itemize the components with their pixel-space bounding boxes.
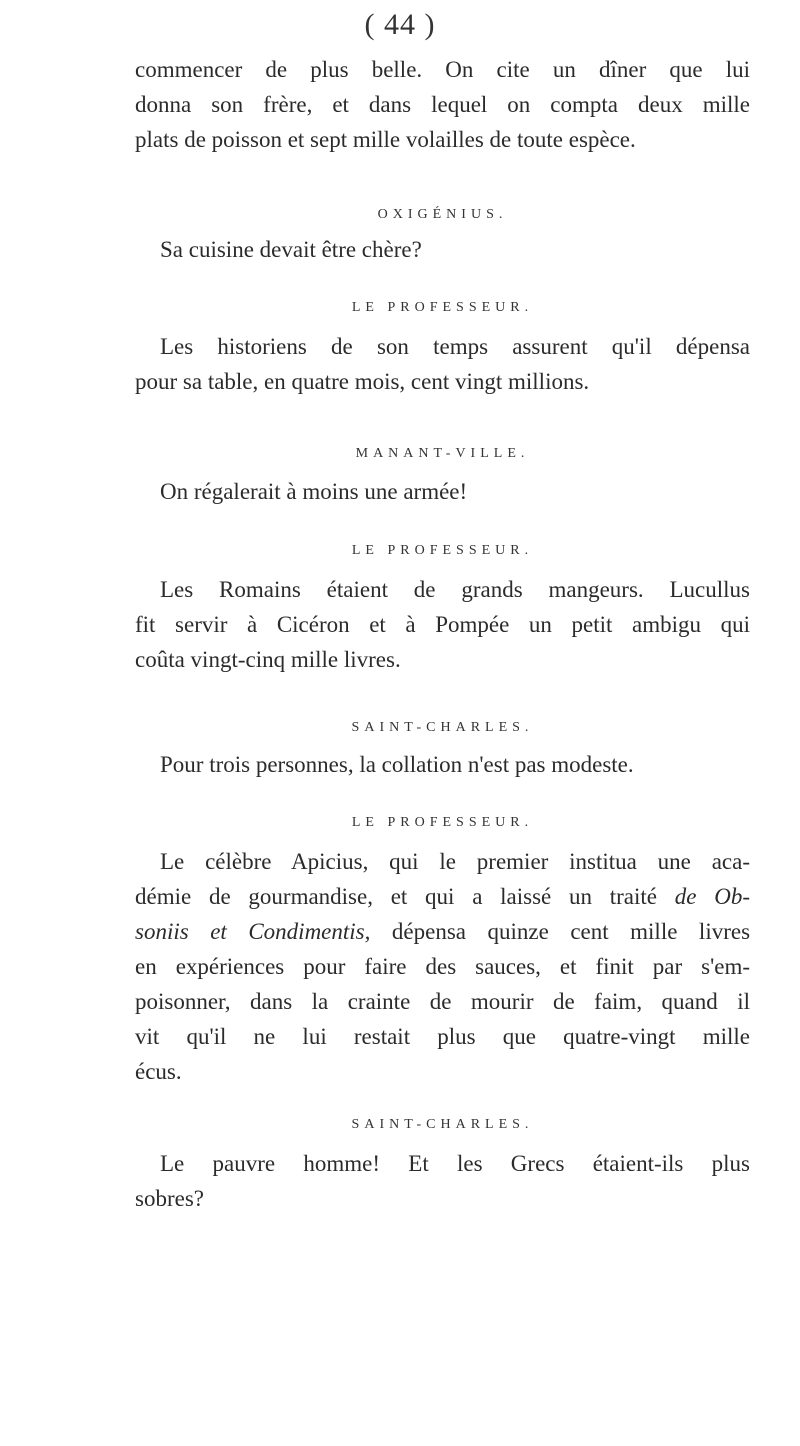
text-line: commencer de plus belle. On cite un dîner que lui: [135, 57, 750, 82]
text-line: poisonner, dans la crainte de mourir de faim, quand il: [135, 989, 750, 1014]
italic-title-fragment: de Ob-: [674, 884, 750, 909]
paragraph: [135, 52, 750, 157]
text-line: en expériences pour faire des sauces, et finit par s'em-: [135, 954, 750, 979]
text-line: Le célèbre Apicius, qui le premier institua une aca-: [160, 849, 750, 874]
speaker-name: SAINT-CHARLES.: [351, 720, 534, 735]
text-line: Le pauvre homme! Et les Grecs étaient-ils plus: [160, 1151, 750, 1176]
paragraph: [135, 232, 750, 267]
text-line: sobres?: [135, 1186, 204, 1211]
speaker-name: LE PROFESSEUR.: [351, 300, 534, 315]
paragraph: [135, 572, 750, 677]
page-number: ( 44 ): [364, 8, 436, 41]
text-line: plats de poisson et sept mille volailles de toute espèce.: [135, 127, 636, 152]
paragraph: [135, 844, 750, 1089]
text-fragment: dépensa quinze cent mille livres: [391, 919, 751, 944]
text-line: Pour trois personnes, la collation n'est pas modeste.: [160, 752, 634, 777]
text-line: [135, 914, 750, 949]
text-line: donna son frère, et dans lequel on compta deux mille: [135, 92, 750, 117]
paragraph: [135, 474, 750, 509]
italic-title-fragment: Condimentis,: [248, 919, 371, 944]
speaker-name: LE PROFESSEUR.: [351, 543, 534, 558]
speaker-name: OXIGÉNIUS.: [377, 207, 508, 222]
paragraph: [135, 329, 750, 399]
text-line: coûta vingt-cinq mille livres.: [135, 647, 401, 672]
text-line: vit qu'il ne lui restait plus que quatre-vingt mille: [135, 1024, 750, 1049]
text-line: Les Romains étaient de grands mangeurs. Lucullus: [160, 577, 750, 602]
speaker-name: LE PROFESSEUR.: [351, 815, 534, 830]
text-line: fit servir à Cicéron et à Pompée un petit ambigu qui: [135, 612, 750, 637]
italic-title-fragment: soniis et: [135, 919, 227, 944]
speaker-name: SAINT-CHARLES.: [351, 1117, 534, 1132]
text-fragment: démie de gourmandise, et qui a laissé un traité: [135, 884, 658, 909]
text-line: [135, 879, 750, 914]
text-line: Les historiens de son temps assurent qu'il dépensa: [160, 334, 750, 359]
speaker-name: MANANT-VILLE.: [355, 446, 530, 461]
text-line: pour sa table, en quatre mois, cent vingt millions.: [135, 369, 590, 394]
text-line: On régalerait à moins une armée!: [160, 479, 468, 504]
text-line: Sa cuisine devait être chère?: [160, 237, 422, 262]
paragraph: [135, 747, 750, 782]
text-line: écus.: [135, 1059, 182, 1084]
paragraph: [135, 1146, 750, 1216]
